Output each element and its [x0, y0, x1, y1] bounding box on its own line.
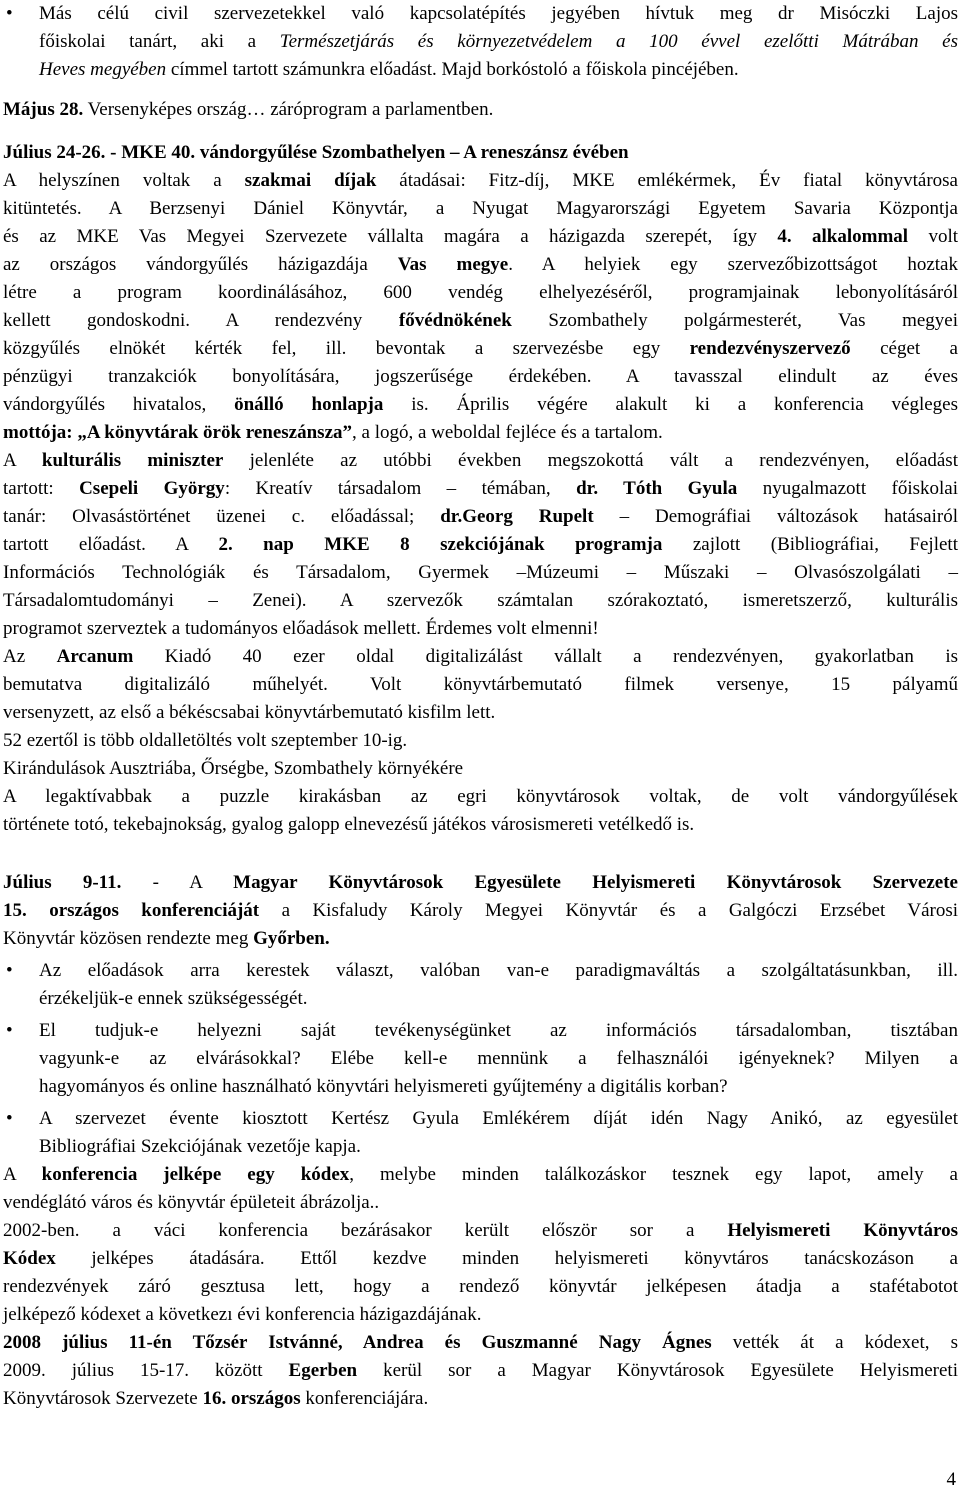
text-line: A helyszínen voltak a szakmai díjak átadásai: Fitz-díj, MKE emlékérmek, Év fiatal könyvtárosa	[3, 170, 958, 191]
text: főiskolai tanárt, aki a	[39, 31, 280, 52]
text-line: 15. országos konferenciáját a Kisfaludy Károly Megyei Könyvtár és a Galgóczi Erzsébet Városi	[3, 900, 958, 921]
bullet-icon: •	[6, 3, 13, 24]
text-line: rendezvények záró gesztusa lett, hogy a rendező könyvtár jelképesen átadja a stafétabotot	[3, 1276, 958, 1297]
july-24-26-section	[3, 139, 958, 839]
may-28-entry	[3, 96, 958, 124]
text: címmel tartott számunkra előadást. Majd borkóstoló a főiskola pincéjében.	[166, 59, 739, 80]
text-line: tartott előadást. A 2. nap MKE 8 szekciójának programja zajlott (Bibliográfiai, Fejlett	[3, 534, 958, 555]
text-line: 2002-ben. a váci konferencia bezárásakor került először sor a Helyismereti Könyvtáros	[3, 1220, 958, 1241]
text-line: Információs Technológiák és Társadalom, Gyermek –Múzeumi – Műszaki – Olvasószolgálati –	[3, 562, 958, 583]
page-number: 4	[946, 1469, 956, 1490]
july-9-11-section	[3, 869, 958, 953]
codex-section	[3, 1161, 958, 1413]
text-line: vendéglátó város és könyvtár épületeit ábrázolja..	[3, 1192, 380, 1213]
intro-paragraph	[3, 0, 958, 84]
document-page	[3, 0, 958, 1413]
text-line: Kódex jelképes átadására. Ettől kezdve minden helyismereti könyvtáros tanácskozáson a	[3, 1248, 958, 1269]
text-line: kellett gondoskodni. A rendezvény fővédnökének Szombathely polgármesterét, Vas megyei	[3, 310, 958, 331]
text-line: közgyűlés elnökét kérték fel, ill. bevontak a szervezésbe egy rendezvényszervező céget a	[3, 338, 958, 359]
bullet-icon: •	[6, 1108, 13, 1129]
text-line: pénzügyi tranzakciók bonyolítására, jogszerűsége érdekében. A tavasszal elindult az éves	[3, 366, 958, 387]
list-item: • Az előadások arra kerestek választ, valóban van-e paradigmaváltás a szolgáltatásunkban, ill. érzékeljük-e ennek szükségességét.	[3, 957, 958, 1013]
heading-text: Július 24-26. - MKE 40. vándorgyűlése Szombathelyen – A reneszánsz évében	[3, 142, 629, 163]
text-line: jelképező kódexet a következı évi konferencia házigazdájának.	[3, 1304, 482, 1325]
text-line: tartott: Csepeli György: Kreatív társadalom – témában, dr. Tóth Gyula nyugalmazott főiskolai	[3, 478, 959, 499]
text-line: 2008 július 11-én Tőzsér Istvánné, Andrea és Guszmanné Nagy Ágnes vették át a kódexet, s	[3, 1332, 958, 1353]
text-line: vándorgyűlés hivatalos, önálló honlapja is. Április végére alakult ki a konferencia végleges	[3, 394, 958, 415]
text: Más célú civil szervezetekkel való kapcsolatépítés jegyében hívtuk meg dr Misóczki Lajos	[39, 3, 958, 24]
section-heading	[3, 139, 958, 167]
text-line: bemutatva digitalizáló műhelyét. Volt könyvtárbemutató filmek versenye, 15 pályamű	[3, 674, 958, 695]
text-line: tanár: Olvasástörténet üzenei c. előadással; dr.Georg Rupelt – Demográfiai változások hatásairól	[3, 506, 958, 527]
text-line: kitüntetés. A Berzsenyi Dániel Könyvtár, a Nyugat Magyarországi Egyetem Savaria Központja	[3, 198, 958, 219]
text-line	[39, 0, 958, 28]
text-line	[39, 28, 958, 56]
text-line: programot szerveztek a tudományos előadások mellett. Érdemes volt elmenni!	[3, 618, 599, 639]
text-line	[39, 56, 958, 84]
list-item: • El tudjuk-e helyezni saját tevékenységünket az információs társadalomban, tisztában vagyunk-e az elvárásokkal? Elébe kell-e mennünk a felhasználói igényeknek? Milyen a hagyományos és online használható könyvtári helyismereti gyűjtemény a digitális korban?	[3, 1017, 958, 1101]
bullet-icon: •	[6, 960, 13, 981]
text-line: 2009. július 15-17. között Egerben kerül sor a Magyar Könyvtárosok Egyesülete Helyismereti	[3, 1360, 958, 1381]
text-line: 52 ezertől is több oldalletöltés volt szeptember 10-ig.	[3, 730, 408, 751]
text-line: az országos vándorgyűlés házigazdája Vas megye. A helyiek egy szervezőbizottságot hoztak	[3, 254, 958, 275]
text-line: és az MKE Vas Megyei Szervezete vállalta magára a házigazda szerepét, így 4. alkalommal volt	[3, 226, 959, 247]
lecture-title: Heves megyében	[39, 59, 167, 80]
text-line: Könyvtárosok Szervezete 16. országos konferenciájára.	[3, 1388, 429, 1409]
bullet-list	[3, 957, 958, 1161]
bullet-icon: •	[6, 1020, 13, 1041]
text-line: versenyzett, az első a békéscsabai könyvtárbemutató kisfilm lett.	[3, 702, 496, 723]
text-line: története totó, tekebajnokság, gyalog galopp elnevezésű játékos városismereti vetélkedő is.	[3, 814, 695, 835]
text-line: A konferencia jelképe egy kódex, melybe minden találkozáskor tesznek egy lapot, amely a	[3, 1164, 958, 1185]
lecture-title: Természetjárás és környezetvédelem a 100 évvel ezelőtti Mátrában és	[279, 31, 958, 52]
section-heading: Július 9-11. - A Magyar Könyvtárosok Egyesülete Helyismereti Könyvtárosok Szervezete	[3, 872, 958, 893]
text-line: A legaktívabbak a puzzle kirakásban az egri könyvtárosok voltak, de volt vándorgyűlések	[3, 786, 958, 807]
text-line: mottója: „A könyvtárak örök reneszánsza”, a logó, a weboldal fejléce és a tartalom.	[3, 422, 663, 443]
list-item: • A szervezet évente kiosztott Kertész Gyula Emlékérem díját idén Nagy Anikó, az egyesület Bibliográfiai Szekciójának vezetője kapja.	[3, 1105, 958, 1161]
text-line: létre a program koordinálásához, 600 vendég elhelyezéséről, programjainak lebonyolításáról	[3, 282, 958, 303]
text-line: Kirándulások Ausztriába, Őrségbe, Szombathely környékére	[3, 758, 464, 779]
text-line: A kulturális miniszter jelenléte az utóbbi években megszokottá vált a rendezvényen, előadást	[3, 450, 958, 471]
text: Versenyképes ország… záróprogram a parlamentben.	[83, 99, 494, 120]
date-heading: Május 28.	[3, 99, 84, 120]
text-line: Az Arcanum Kiadó 40 ezer oldal digitalizálást vállalt a rendezvényen, gyakorlatban is	[3, 646, 958, 667]
text-line: Társadalomtudományi – Zenei). A szervezők számtalan szórakoztató, ismeretszerző, kulturális	[3, 590, 958, 611]
text-line: Könyvtár közösen rendezte meg Győrben.	[3, 928, 330, 949]
